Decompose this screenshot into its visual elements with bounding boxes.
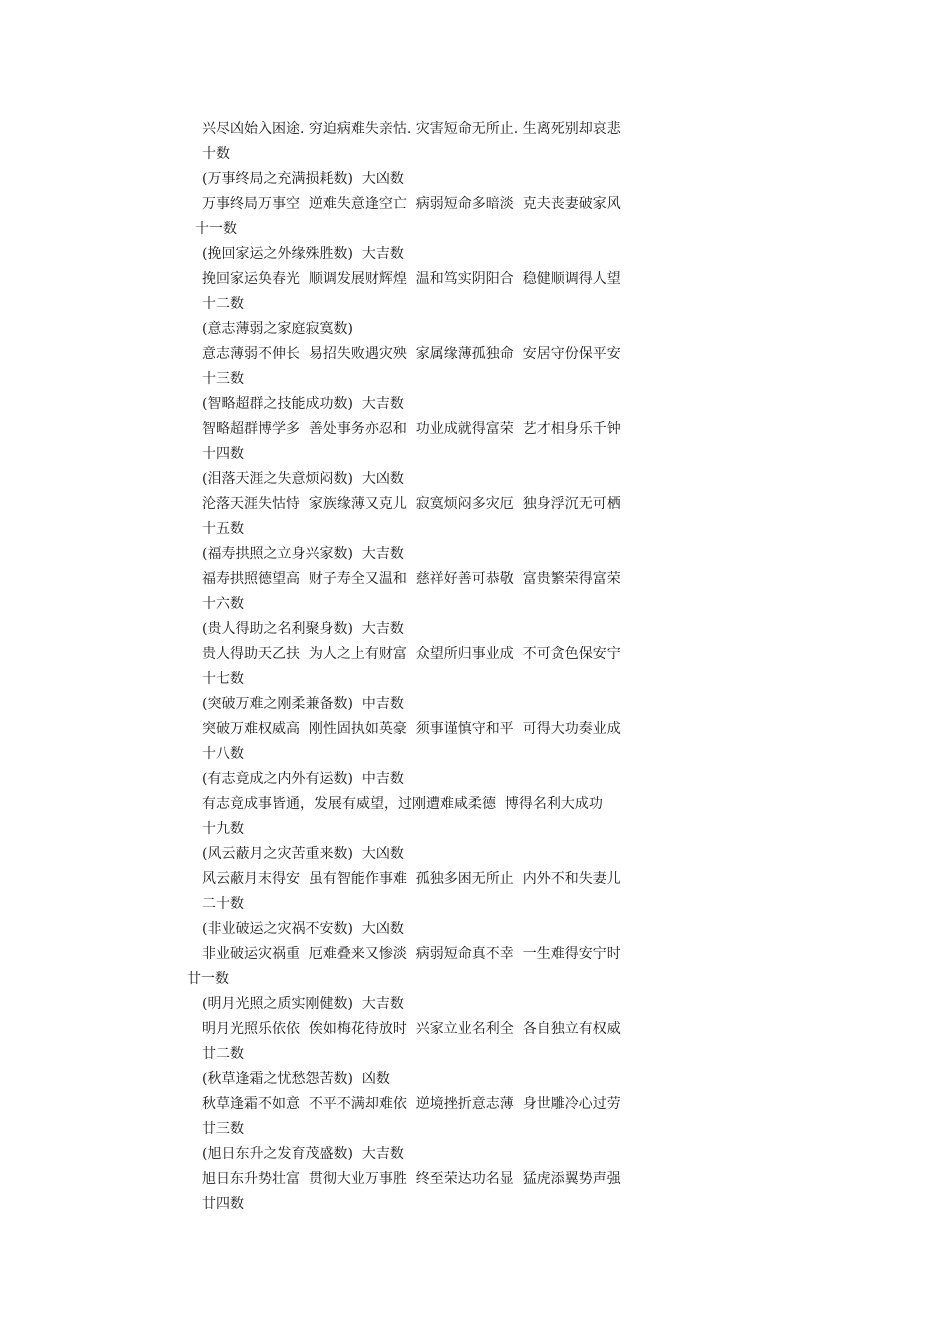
section-number: 二十数 (202, 896, 244, 912)
section-number: 廿四数 (202, 1196, 244, 1212)
text-line: 明月光照乐依依 俟如梅花待放时 兴家立业名利全 各自独立有权威 (202, 1021, 621, 1037)
section-heading: (有志竟成之内外有运数) 中吉数 (202, 771, 404, 787)
section-heading: (明月光照之质实刚健数) 大吉数 (202, 996, 404, 1012)
section-number: 十九数 (202, 821, 244, 837)
text-line: 突破万难权威高 刚性固执如英豪 须事谨慎守和平 可得大功奏业成 (202, 721, 621, 737)
section-number: 十七数 (202, 671, 244, 687)
section-number: 十八数 (202, 746, 244, 762)
section-heading: (意志薄弱之家庭寂寞数) (202, 321, 353, 337)
section-heading: (非业破运之灾祸不安数) 大凶数 (202, 921, 404, 937)
section-heading: (贵人得助之名利聚身数) 大吉数 (202, 621, 404, 637)
text-line: 有志竟成事皆通，发展有威望，过刚遭难咸柔德 博得名利大成功 (202, 796, 603, 812)
section-number: 廿一数 (187, 971, 229, 987)
text-line: 旭日东升势壮富 贯彻大业万事胜 终至荣达功名显 猛虎添翼势声强 (202, 1171, 621, 1187)
section-number: 十一数 (195, 221, 237, 237)
section-heading: (旭日东升之发育茂盛数) 大吉数 (202, 1146, 404, 1162)
text-line: 兴尽凶始入困途. 穷迫病难失亲怙. 灾害短命无所止. 生离死别却哀悲 (202, 121, 621, 137)
section-heading: (挽回家运之外缘殊胜数) 大吉数 (202, 246, 404, 262)
text-line: 沦落天涯失怙恃 家族缘薄又克儿 寂寞烦闷多灾厄 独身浮沉无可栖 (202, 496, 621, 512)
text-line: 贵人得助天乙扶 为人之上有财富 众望所归事业成 不可贪色保安宁 (202, 646, 621, 662)
text-line: 意志薄弱不伸长 易招失败遇灾殃 家属缘薄孤独命 安居守份保平安 (202, 346, 621, 362)
text-line: 风云蔽月末得安 虽有智能作事难 孤独多困无所止 内外不和失妻儿 (202, 871, 621, 887)
section-heading: (泪落天涯之失意烦闷数) 大凶数 (202, 471, 404, 487)
section-number: 十四数 (202, 446, 244, 462)
section-number: 十三数 (202, 371, 244, 387)
text-line: 非业破运灾祸重 厄难叠来又惨淡 病弱短命真不幸 一生难得安宁时 (202, 946, 621, 962)
section-number: 十五数 (202, 521, 244, 537)
text-line: 万事终局万事空 逆难失意逢空亡 病弱短命多暗淡 克夫丧妻破家风 (202, 196, 621, 212)
section-number: 十二数 (202, 296, 244, 312)
text-line: 秋草逢霜不如意 不平不满却难依 逆境挫折意志薄 身世雕冷心过劳 (202, 1096, 621, 1112)
section-heading: (风云蔽月之灾苦重来数) 大凶数 (202, 846, 404, 862)
section-heading: (秋草逢霜之忧愁怨苦数) 凶数 (202, 1071, 390, 1087)
section-number: 廿二数 (202, 1046, 244, 1062)
section-number: 十数 (202, 146, 230, 162)
text-line: 智略超群博学多 善处事务亦忍和 功业成就得富荣 艺才相身乐千钟 (202, 421, 621, 437)
section-number: 廿三数 (202, 1121, 244, 1137)
section-heading: (福寿拱照之立身兴家数) 大吉数 (202, 546, 404, 562)
section-number: 十六数 (202, 596, 244, 612)
section-heading: (万事终局之充满损耗数) 大凶数 (202, 171, 404, 187)
section-heading: (突破万难之刚柔兼备数) 中吉数 (202, 696, 404, 712)
text-line: 挽回家运奂春光 顺调发展财辉煌 温和笃实阴阳合 稳健顺调得人望 (202, 271, 621, 287)
section-heading: (智略超群之技能成功数) 大吉数 (202, 396, 404, 412)
text-line: 福寿拱照德望高 财子寿全又温和 慈祥好善可恭敬 富贵繁荣得富荣 (202, 571, 621, 587)
